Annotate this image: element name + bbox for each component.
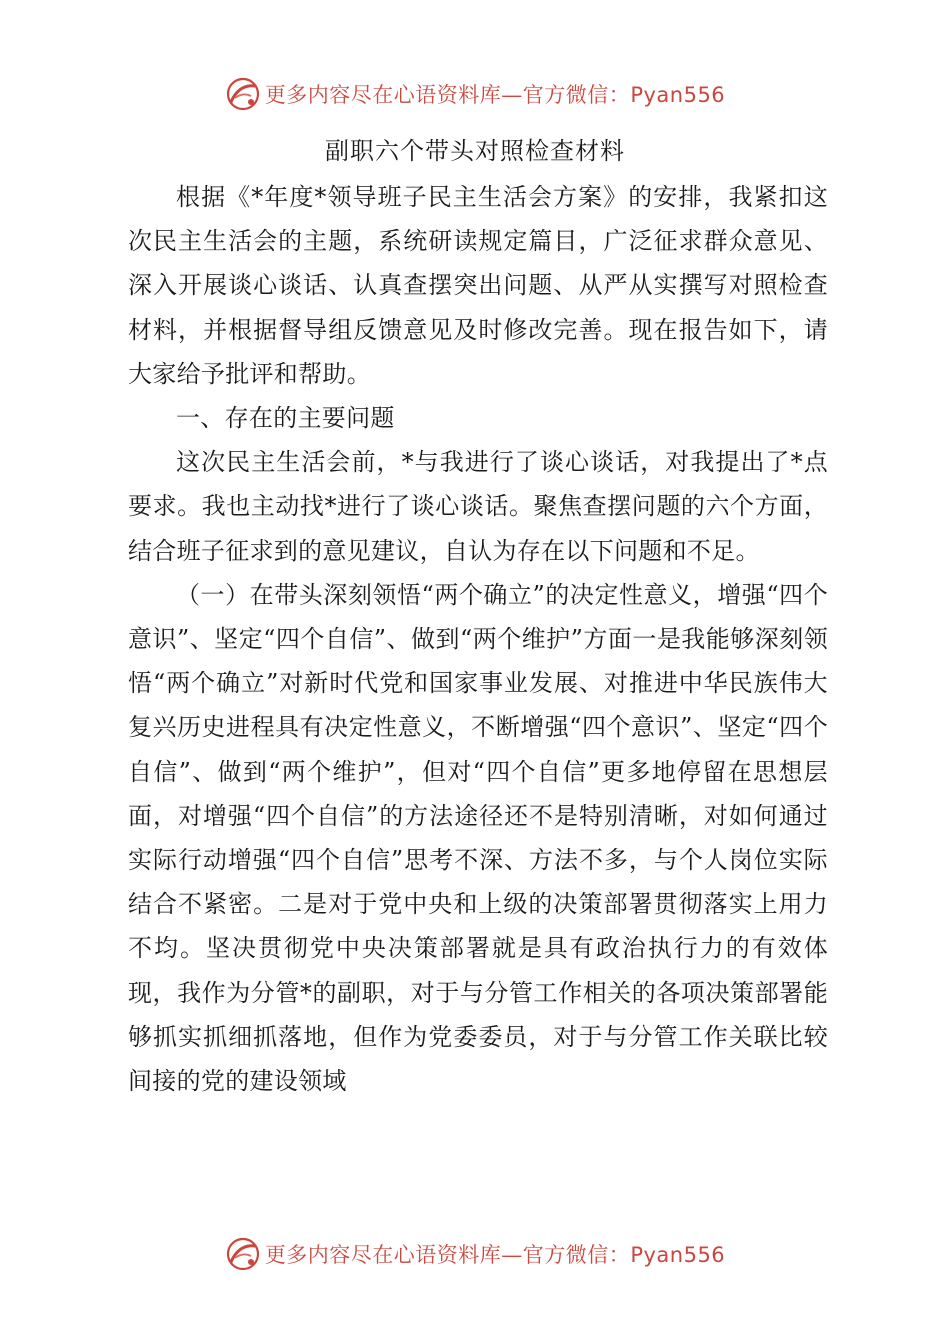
seal-logo-icon: [225, 76, 261, 112]
document-title: 副职六个带头对照检查材料: [325, 137, 625, 165]
watermark-banner-top: [0, 72, 950, 116]
wechat-id: Pyan556: [630, 1243, 726, 1267]
paragraph-item-1: （一）在带头深刻领悟“两个确立”的决定性意义，增强“四个意识”、坚定“四个自信”、做到“两个维护”方面一是我能够深刻领悟“两个确立”对新时代党和国家事业发展、对推进中华民族伟大复兴历史进程具有决定性意义，不断增强“四个意识”、坚定“四个自信”、做到“两个维护”，但对“四个自信”更多地停留在思想层面，对增强“四个自信”的方法途径还不是特别清晰，对如何通过实际行动增强“四个自信”思考不深、方法不多，与个人岗位实际结合不紧密。二是对于党中央和上级的决策部署贯彻落实上用力不均。坚决贯彻党中央决策部署就是具有政治执行力的有效体现，我作为分管*的副职，对于与分管工作相关的各项决策部署能够抓实抓细抓落地，但作为党委委员，对于与分管工作关联比较间接的党的建设领域: [128, 580, 828, 1096]
watermark-banner-bottom: [0, 1232, 950, 1276]
section-heading: 一、存在的主要问题: [176, 404, 395, 433]
document-body: [128, 175, 828, 1103]
watermark-text: 更多内容尽在心语资料库—官方微信：Pyan556: [264, 83, 726, 107]
paragraph-intro: 根据《*年度*领导班子民主生活会方案》的安排，我紧扣这次民主生活会的主题，系统研读规定篇目，广泛征求群众意见、深入开展谈心谈话、认真查摆突出问题、从严从实撰写对照检查材料，并根据督导组反馈意见及时修改完善。现在报告如下，请大家给予批评和帮助。: [128, 183, 828, 388]
watermark-text: 更多内容尽在心语资料库—官方微信：Pyan556: [264, 1243, 726, 1267]
seal-logo-icon: [225, 1236, 261, 1272]
wechat-id: Pyan556: [630, 83, 726, 107]
paragraph-context: 这次民主生活会前，*与我进行了谈心谈话，对我提出了*点要求。我也主动找*进行了谈心谈话。聚焦查摆问题的六个方面，结合班子征求到的意见建议，自认为存在以下问题和不足。: [128, 448, 828, 565]
